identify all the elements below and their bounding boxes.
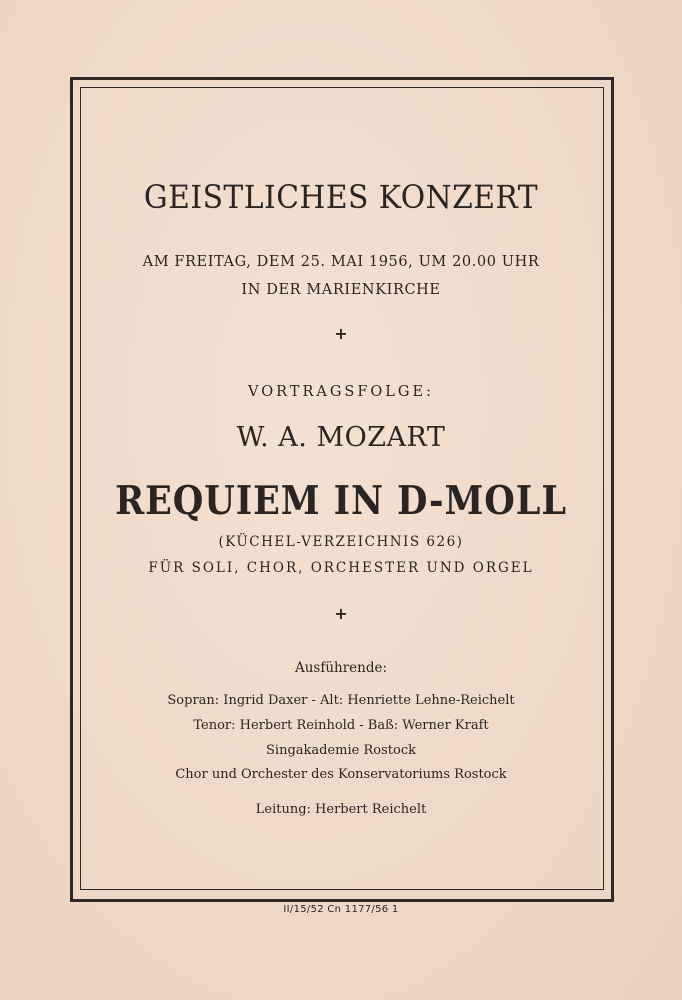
performers-orchestra: Chor und Orchester des Konservatoriums Rostock [175,767,507,782]
cross-ornament-bottom: + [334,604,348,623]
performers-soloists-1: Sopran: Ingrid Daxer - Alt: Henriette Lehne-Reichelt [167,693,515,708]
cross-ornament-top: + [334,324,348,343]
date-line: AM FREITAG, DEM 25. MAI 1956, UM 20.00 UHR [142,254,540,270]
print-code: II/15/52 Cn 1177/56 1 [283,904,399,915]
composer-name: W. A. MOZART [236,422,446,453]
performers-heading: Ausführende: [294,660,388,676]
work-title: REQUIEM IN D-MOLL [115,478,567,524]
catalog-number: (KÜCHEL-VERZEICHNIS 626) [218,534,464,550]
scoring-line: FÜR SOLI, CHOR, ORCHESTER UND ORGEL [148,560,534,576]
conductor-line: Leitung: Herbert Reichelt [255,802,427,817]
performers-choir: Singakademie Rostock [266,743,416,758]
place-line: IN DER MARIENKIRCHE [241,282,441,298]
performers-soloists-2: Tenor: Herbert Reinhold - Baß: Werner Kraft [193,718,489,733]
concert-title: GEISTLICHES KONZERT [143,178,539,216]
program-heading: VORTRAGSFOLGE: [248,384,434,400]
